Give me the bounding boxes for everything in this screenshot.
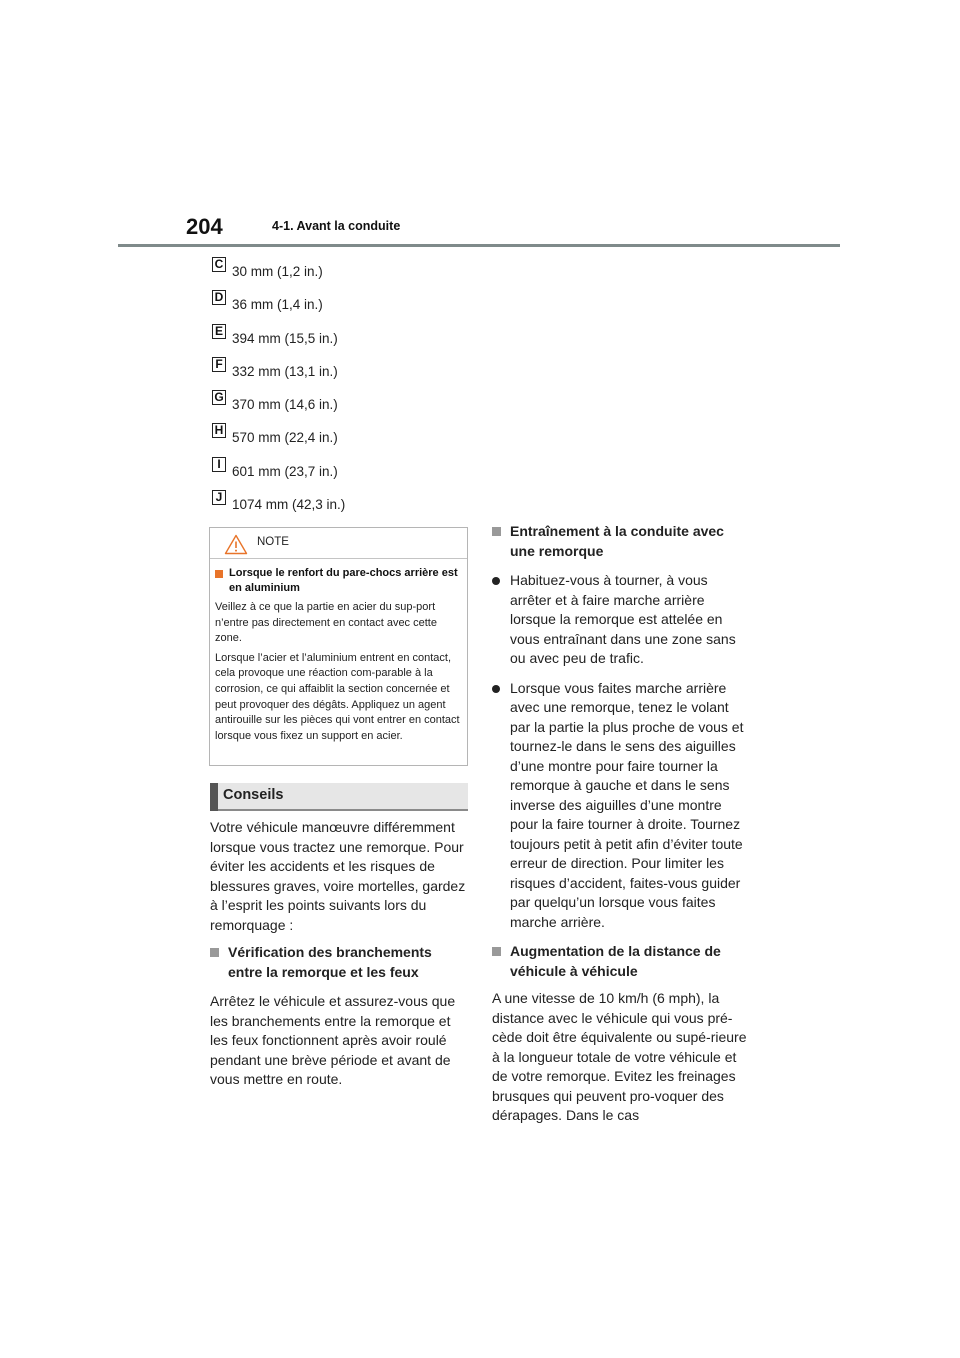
bullet-item [492, 679, 752, 933]
dimension-row [212, 390, 345, 426]
dimension-letter-d: D [212, 290, 226, 305]
page-number: 204 [186, 214, 223, 239]
note-header [210, 528, 467, 559]
dimension-row [212, 323, 345, 360]
note-box [209, 527, 468, 766]
conseils-heading-bar [210, 783, 468, 811]
note-paragraph: Veillez à ce que la partie en acier du sup-port n’entre pas directement en contact avec cette zone. [215, 601, 437, 645]
subheading-distance [492, 942, 752, 981]
subheading-text: Augmentation de la distance de véhicule à véhicule [510, 943, 721, 979]
dimension-row [212, 456, 345, 493]
dimension-letter-g: G [212, 390, 226, 405]
subheading-branchements [210, 943, 468, 982]
dimension-value: 394 mm (15,5 in.) [232, 330, 338, 346]
note-heading-text: Lorsque le renfort du pare-chocs arrière est en aluminium [229, 567, 458, 594]
subheading-entrainement [492, 522, 752, 561]
dimension-value: 370 mm (14,6 in.) [232, 397, 338, 413]
grey-square-icon [210, 948, 219, 957]
conseils-label: Conseils [223, 787, 284, 803]
orange-square-icon [215, 570, 223, 578]
grey-square-icon [492, 527, 501, 536]
dimension-letter-f: F [212, 357, 226, 372]
subheading-text: Vérification des branchements entre la remorque et les feux [228, 944, 432, 980]
dimension-row [212, 356, 345, 393]
conseils-accent [210, 783, 218, 811]
dimension-letter-c: C [212, 257, 226, 272]
dimension-letter-j: J [212, 490, 226, 505]
subheading-text: Entraînement à la conduite avec une remorque [510, 523, 724, 559]
intro-paragraph: Votre véhicule manœuvre différemment lorsque vous tractez une remorque. Pour éviter les accidents et les risques de blessures graves, voire mortelles, gardez à l’esprit les points suivants lors du remorquage : [210, 819, 466, 933]
dimension-value: 601 mm (23,7 in.) [232, 463, 338, 479]
note-body [210, 559, 467, 744]
dimension-letter-e: E [212, 324, 226, 339]
bullet-item [492, 571, 752, 669]
dimension-row [212, 490, 346, 526]
dimension-row [212, 423, 345, 459]
paragraph-branchements: Arrêtez le véhicule et assurez-vous que les branchements entre la remorque et les feux fonctionnent après avoir roulé pendant une brève période et avant de vous mettre en route. [210, 993, 456, 1087]
dimension-value: 30 mm (1,2 in.) [232, 264, 323, 279]
left-column [210, 818, 468, 1090]
bullet-dot-icon [492, 577, 500, 585]
paragraph-distance: A une vitesse de 10 km/h (6 mph), la distance avec le véhicule qui vous pré-cède doit être équivalente ou supé-rieure à la longueur totale de votre véhicule et de votre remorque. Evitez les freinages brusques qui peuvent pro-voquer des dérapages. Dans le cas [492, 990, 747, 1123]
bullet-text: Habituez-vous à tourner, à vous arrêter et à faire marche arrière lorsque la remorque est attelée en vous entraînant dans une zone sans ou avec peu de trafic. [510, 572, 736, 666]
section-title: 4-1. Avant la conduite [272, 219, 401, 233]
dimension-row [212, 290, 345, 326]
right-column [492, 522, 752, 1126]
dimension-list [212, 257, 346, 526]
dimension-value: 570 mm (22,4 in.) [232, 430, 338, 446]
dimension-value: 332 mm (13,1 in.) [232, 363, 338, 379]
bullet-dot-icon [492, 685, 500, 693]
dimension-value: 36 mm (1,4 in.) [232, 297, 323, 313]
dimension-letter-i: I [212, 457, 226, 472]
header-rule [118, 244, 840, 247]
note-title: NOTE [257, 536, 289, 548]
note-paragraph: Lorsque l’acier et l’aluminium entrent en contact, cela provoque une réaction com-parable à la corrosion, ce qui affaiblit la section concernée et peut provoquer des dégâts. Appliquez un agent antirouille sur les pièces qui vont entrer en contact lorsque vous fixez un support en acier. [215, 651, 460, 742]
grey-square-icon [492, 947, 501, 956]
bullet-text: Lorsque vous faites marche arrière avec une remorque, tenez le volant par la partie la plus proche de vous et tournez-le dans le sens des aiguilles d’une montre pour faire tourner la remorque à gauche et dans le sens inverse des aiguilles d’une montre pour la faire tourner à droite. Tournez toujours petit à petit afin d’éviter toute erreur de direction. Pour limiter les risques d’accident, faites-vous guider par quelqu’un lorsque vous faites marche arrière. [510, 679, 744, 930]
warning-triangle-icon [224, 534, 248, 560]
dimension-row [212, 257, 345, 293]
dimension-letter-h: H [212, 423, 226, 438]
note-heading [215, 566, 461, 596]
dimension-value: 1074 mm (42,3 in.) [232, 497, 346, 513]
